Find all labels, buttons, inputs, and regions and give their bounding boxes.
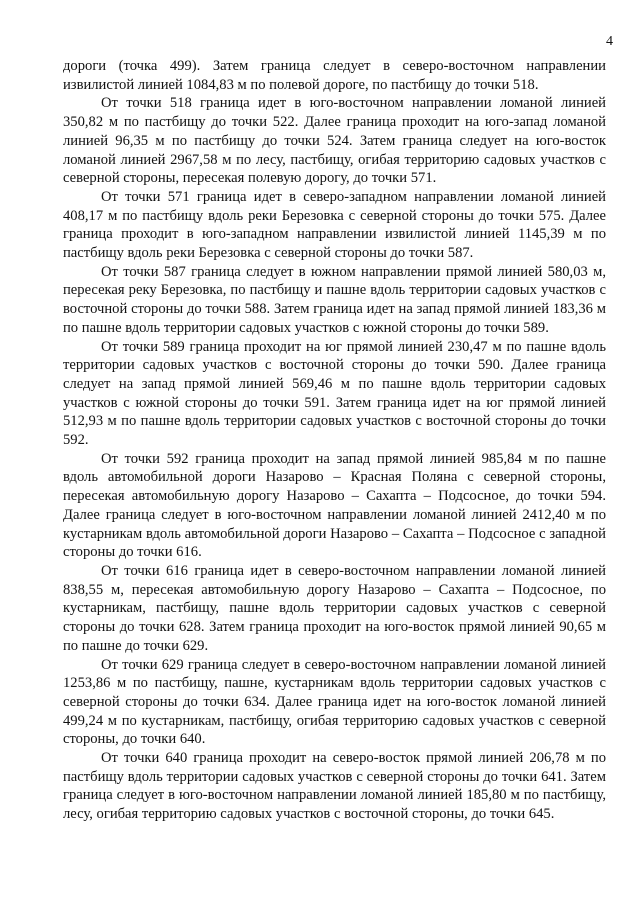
paragraph-continuation: дороги (точка 499). Затем граница следует в северо-восточном направлении извилистой линией 1084,83 м по полевой дороге, по пастбищу до точки 518.	[63, 58, 606, 93]
paragraph-point-571: От точки 571 граница идет в северо-западном направлении ломаной линией 408,17 м по пастбищу вдоль реки Березовка с северной стороны до точки 575. Далее граница проходит в юго-западном направлении извилистой линией 1145,39 м по пастбищу вдоль реки Березовка с северной стороны до точки 587.	[63, 188, 606, 262]
paragraph-point-518: От точки 518 граница идет в юго-восточном направлении ломаной линией 350,82 м по пастбищу до точки 522. Далее граница проходит на юго-запад ломаной линией 96,35 м по пастбищу до точки 524. Затем граница следует на юго-восток ломаной линией 2967,58 м по лесу, пастбищу, огибая территорию садовых участков с северной стороны, пересекая полевую дорогу, до точки 571.	[63, 95, 606, 187]
paragraph-point-587: От точки 587 граница следует в южном направлении прямой линией 580,03 м, пересекая реку Березовка, по пастбищу и пашне вдоль территории садовых участков с восточной стороны до точки 588. Затем граница идет на запад прямой линией 183,36 м по пашне вдоль территории садовых участков с южной стороны до точки 589.	[63, 263, 606, 336]
document-body	[63, 57, 606, 824]
paragraph-point-589: От точки 589 граница проходит на юг прямой линией 230,47 м по пашне вдоль территории садовых участков с восточной стороны до точки 590. Далее граница следует на запад прямой линией 569,46 м по пашне вдоль территории садовых участков с южной стороны до точки 591. Затем граница идет на юг прямой линией 512,93 м по пашне вдоль территории садовых участков с восточной стороны до точки 592.	[63, 338, 606, 449]
paragraph-point-629: От точки 629 граница следует в северо-восточном направлении ломаной линией 1253,86 м по пастбищу, пашне, кустарникам вдоль территории садовых участков с северной стороны до точки 634. Далее граница идет на юго-восток ломаной линией 499,24 м по кустарникам, пастбищу, огибая территорию садовых участков с северной стороны, до точки 640.	[63, 656, 606, 748]
page-number: 4	[606, 34, 613, 49]
paragraph-point-616: От точки 616 граница идет в северо-восточном направлении ломаной линией 838,55 м, пересекая автомобильную дорогу Назарово – Сахапта – Подсосное, по кустарникам, пастбищу, пашне вдоль территории садовых участков с северной стороны до точки 628. Затем граница проходит на юго-восток прямой линией 90,65 м по пашне до точки 629.	[63, 562, 606, 654]
paragraph-point-592: От точки 592 граница проходит на запад прямой линией 985,84 м по пашне вдоль автомобильной дороги Назарово – Красная Поляна с северной стороны, пересекая автомобильную дорогу Назарово – Сахапта – Подсосное, до точки 594. Далее граница следует в юго-восточном направлении ломаной линией 2412,40 м по кустарникам вдоль автомобильной дороги Назарово – Сахапта – Подсосное с западной стороны до точки 616.	[63, 450, 606, 561]
paragraph-point-640: От точки 640 граница проходит на северо-восток прямой линией 206,78 м по пастбищу вдоль территории садовых участков с северной стороны до точки 641. Затем граница следует в юго-восточном направлении ломаной линией 185,80 м по пастбищу, лесу, огибая территорию садовых участков с восточной стороны, до точки 645.	[63, 750, 606, 823]
